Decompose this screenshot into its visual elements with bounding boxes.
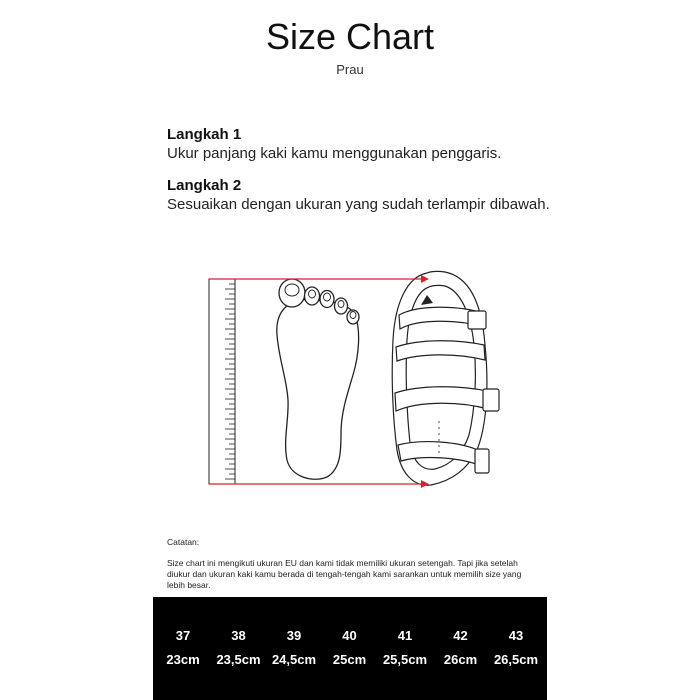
size-cm-label: 23cm	[166, 652, 200, 667]
size-cm-label: 26,5cm	[493, 652, 539, 667]
size-eu-label: 39	[286, 628, 302, 643]
foot-outline-icon	[277, 279, 359, 479]
notes-text: Size chart ini mengikuti ukuran EU dan kami tidak memiliki ukuran setengah. Tapi jika setelah diukur dan ukuran kaki kamu berada di tengah-tengah kami sarankan untuk memilih size yang lebih besar.	[167, 558, 522, 590]
ruler-icon	[209, 279, 235, 484]
size-column-42	[431, 597, 491, 700]
product-name: Prau	[336, 62, 364, 77]
size-column-38	[209, 597, 269, 700]
size-eu-label: 43	[508, 628, 524, 643]
size-cm-label: 24,5cm	[271, 652, 317, 667]
size-column-40	[320, 597, 380, 700]
size-cm-label: 23,5cm	[216, 652, 261, 667]
step-1	[167, 126, 501, 163]
step-heading: Langkah 1	[167, 126, 242, 143]
size-eu-label: 37	[175, 628, 191, 643]
size-eu-label: 38	[231, 628, 246, 643]
measurement-illustration	[195, 255, 505, 495]
step-text: Sesuaikan dengan ukuran yang sudah terlampir dibawah.	[167, 196, 550, 213]
step-text: Ukur panjang kaki kamu menggunakan penggaris.	[167, 145, 502, 162]
size-cm-label: 25cm	[332, 652, 367, 667]
size-eu-label: 41	[397, 628, 413, 643]
step-2	[167, 177, 550, 214]
page-title: Size Chart	[265, 16, 435, 57]
size-cm-label: 25,5cm	[382, 652, 428, 667]
size-column-37	[153, 597, 213, 700]
size-cm-label: 26cm	[443, 652, 478, 667]
size-table	[153, 597, 547, 700]
size-eu-label: 42	[453, 628, 468, 643]
size-column-43	[486, 597, 546, 700]
step-heading: Langkah 2	[167, 177, 242, 194]
size-eu-label: 40	[342, 628, 357, 643]
size-column-41	[375, 597, 435, 700]
size-column-39	[264, 597, 324, 700]
sandal-outline-icon	[392, 271, 499, 485]
notes-label: Catatan:	[167, 537, 200, 547]
